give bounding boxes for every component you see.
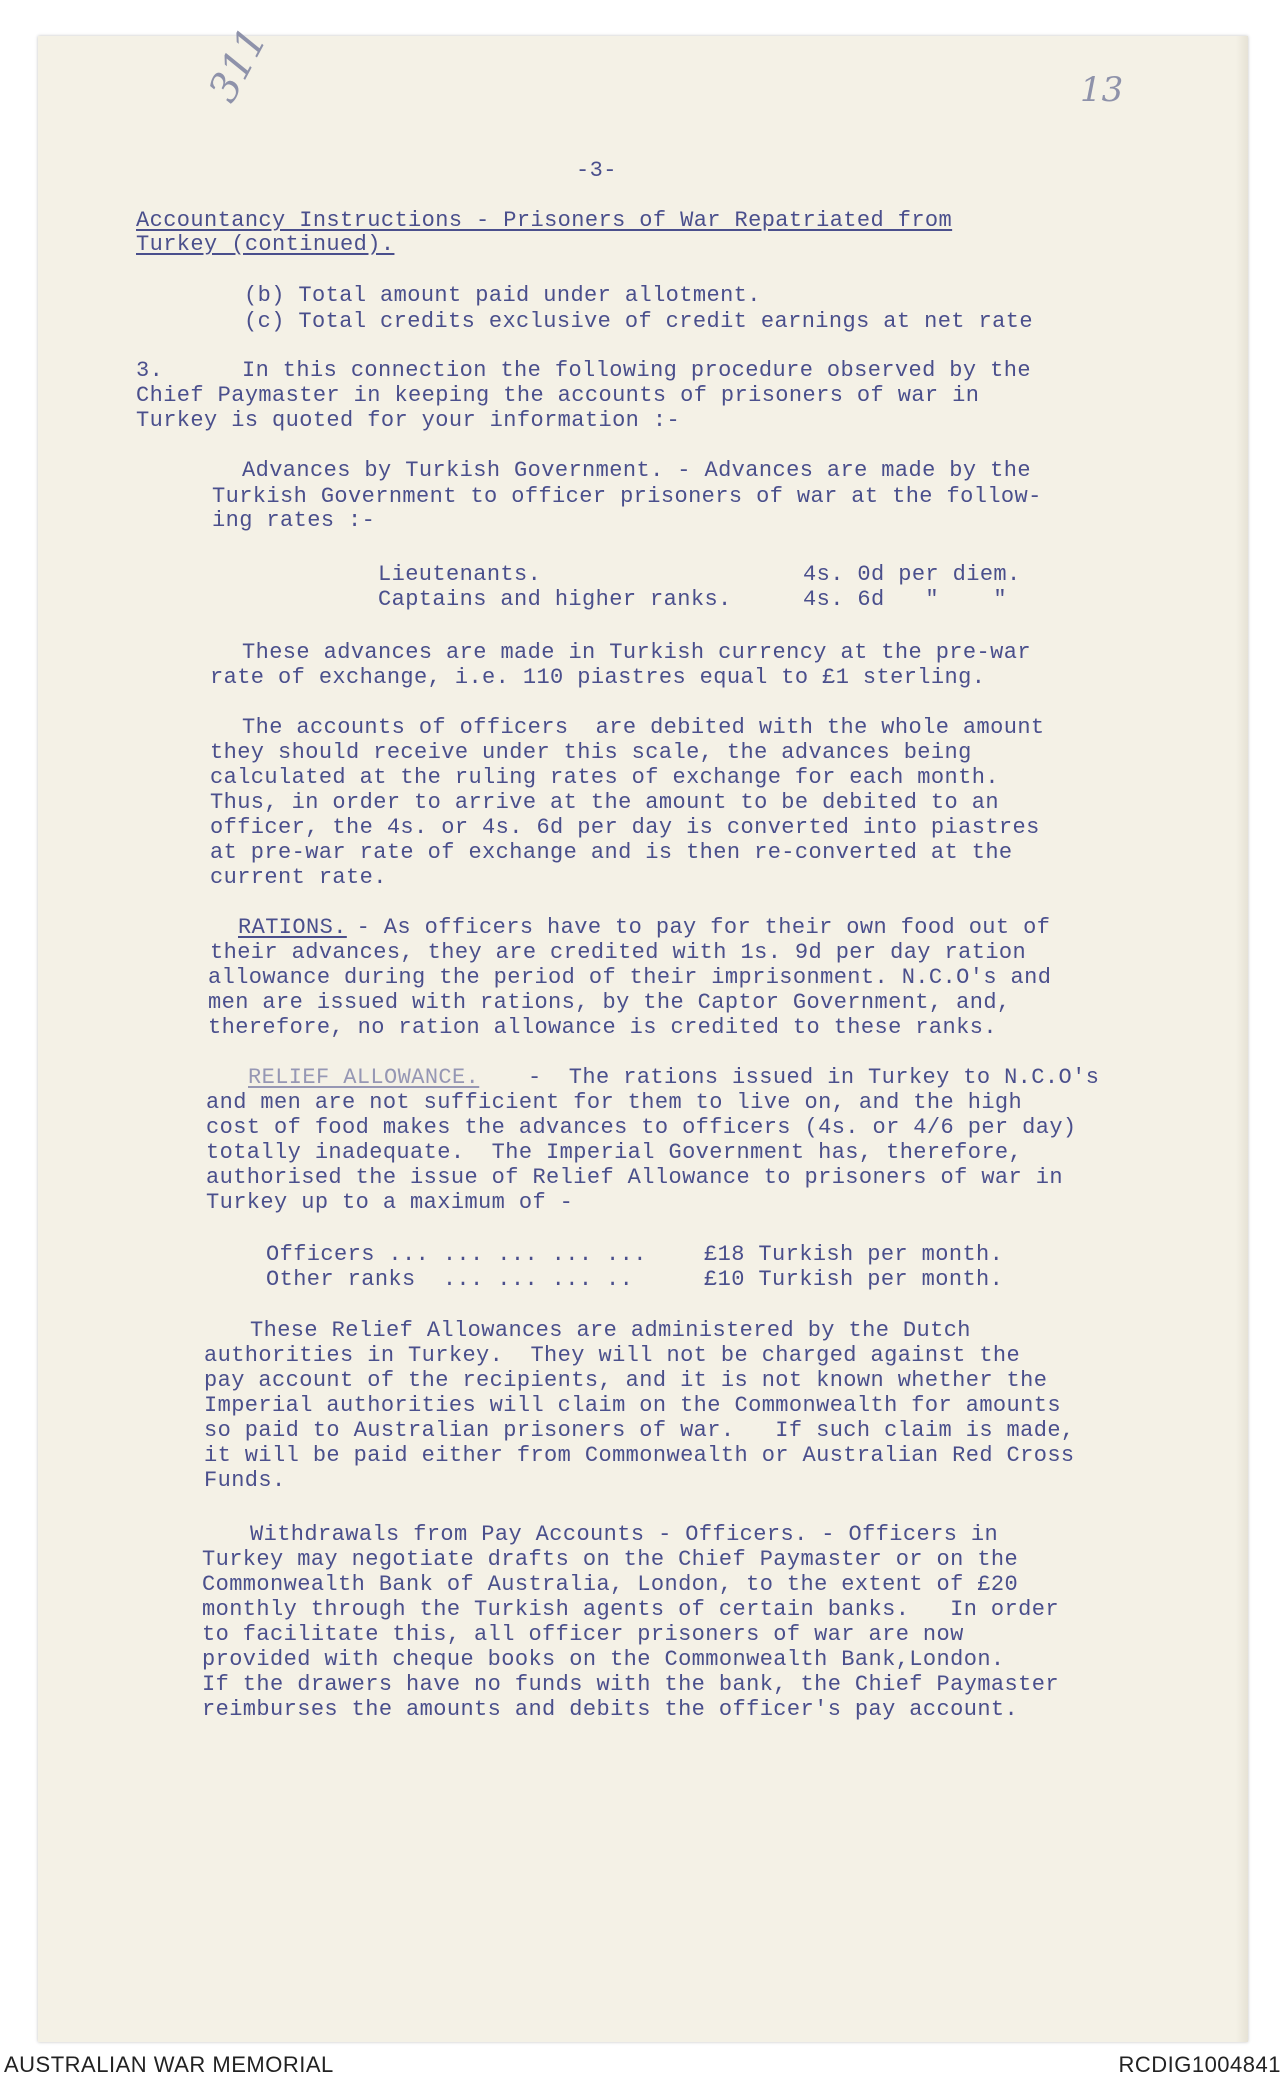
relief-rate-amount: £10 Turkish per month.	[704, 1267, 1004, 1292]
paragraph-line: totally inadequate. The Imperial Government has, therefore,	[206, 1140, 1023, 1165]
paragraph-number: 3.	[136, 358, 164, 383]
paragraph-line: rate of exchange, i.e. 110 piastres equal to £1 sterling.	[210, 665, 986, 690]
relief-rate-label: Officers ... ... ... ... ...	[266, 1242, 647, 1267]
page-number: -3-	[576, 158, 617, 183]
page-mark: 13	[1080, 70, 1124, 110]
paragraph-line: ing rates :-	[212, 508, 376, 533]
footer-source: AUSTRALIAN WAR MEMORIAL	[4, 2052, 334, 2077]
paragraph-line: authorised the issue of Relief Allowance to prisoners of war in	[206, 1165, 1063, 1190]
section-heading-rations: RATIONS.	[238, 915, 347, 940]
paragraph-line: authorities in Turkey. They will not be charged against the	[204, 1343, 1021, 1368]
paragraph-line: calculated at the ruling rates of exchange for each month.	[210, 765, 999, 790]
paragraph-line: Funds.	[204, 1468, 286, 1493]
paragraph-line: In this connection the following procedure observed by the	[242, 358, 1031, 383]
folio-number: 311	[200, 20, 277, 110]
paragraph-line: allowance during the period of their imprisonment. N.C.O's and	[208, 965, 1052, 990]
paragraph-line: Turkish Government to officer prisoners of war at the follow-	[212, 484, 1042, 509]
paragraph-line: These Relief Allowances are administered by the Dutch	[250, 1318, 971, 1343]
paragraph-line: These advances are made in Turkish currency at the pre-war	[242, 640, 1031, 665]
paragraph-line: cost of food makes the advances to officers (4s. or 4/6 per day)	[206, 1115, 1077, 1140]
relief-rate-amount: £18 Turkish per month.	[704, 1242, 1004, 1267]
paragraph-line: reimburses the amounts and debits the officer's pay account.	[202, 1697, 1019, 1722]
paragraph-line: Chief Paymaster in keeping the accounts of prisoners of war in	[136, 383, 980, 408]
paragraph-line: Commonwealth Bank of Australia, London, to the extent of £20	[202, 1572, 1019, 1597]
heading-line-1: Accountancy Instructions - Prisoners of War Repatriated from	[136, 208, 953, 233]
paragraph-line: officer, the 4s. or 4s. 6d per day is converted into piastres	[210, 815, 1040, 840]
paragraph-line: Thus, in order to arrive at the amount to be debited to an	[210, 790, 999, 815]
relief-rate-label: Other ranks ... ... ... ..	[266, 1267, 634, 1292]
rate-amount: 4s. 6d " "	[803, 587, 1008, 612]
rate-rank: Lieutenants.	[378, 562, 542, 587]
paragraph-line: Imperial authorities will claim on the Commonwealth for amounts	[204, 1393, 1061, 1418]
paragraph-line: - As officers have to pay for their own food out of	[343, 915, 1051, 940]
heading-line-2: Turkey (continued).	[136, 232, 395, 257]
paragraph-line: their advances, they are credited with 1s. 9d per day ration	[210, 940, 1027, 965]
paragraph-line: men are issued with rations, by the Captor Government, and,	[208, 990, 1011, 1015]
paragraph-line: pay account of the recipients, and it is not known whether the	[204, 1368, 1048, 1393]
paragraph-line: therefore, no ration allowance is credited to these ranks.	[208, 1015, 997, 1040]
rate-amount: 4s. 0d per diem.	[803, 562, 1021, 587]
paragraph-line: The accounts of officers are debited with the whole amount	[242, 715, 1045, 740]
paragraph-line: - The rations issued in Turkey to N.C.O's	[528, 1065, 1100, 1090]
paragraph-line: Withdrawals from Pay Accounts - Officers. - Officers in	[250, 1522, 999, 1547]
paragraph-line: Turkey is quoted for your information :-	[136, 408, 681, 433]
paragraph-line: Advances by Turkish Government. - Advances are made by the	[242, 458, 1031, 483]
paragraph-line: provided with cheque books on the Commonwealth Bank,London.	[202, 1647, 1005, 1672]
list-item: (b) Total amount paid under allotment.	[244, 283, 761, 308]
section-heading-relief: RELIEF ALLOWANCE.	[248, 1065, 480, 1090]
paragraph-line: at pre-war rate of exchange and is then re-converted at the	[210, 840, 1013, 865]
paragraph-line: current rate.	[210, 865, 387, 890]
paragraph-line: Turkey may negotiate drafts on the Chief Paymaster or on the	[202, 1547, 1019, 1572]
paragraph-line: to facilitate this, all officer prisoners of war are now	[202, 1622, 964, 1647]
paragraph-line: they should receive under this scale, the advances being	[210, 740, 972, 765]
rate-rank: Captains and higher ranks.	[378, 587, 732, 612]
paragraph-line: If the drawers have no funds with the bank, the Chief Paymaster	[202, 1672, 1059, 1697]
paragraph-line: monthly through the Turkish agents of certain banks. In order	[202, 1597, 1059, 1622]
list-item: (c) Total credits exclusive of credit earnings at net rate	[244, 309, 1033, 334]
paragraph-line: so paid to Australian prisoners of war. If such claim is made,	[204, 1418, 1075, 1443]
paragraph-line: it will be paid either from Commonwealth or Australian Red Cross	[204, 1443, 1075, 1468]
paragraph-line: Turkey up to a maximum of -	[206, 1190, 574, 1215]
footer-id: RCDIG1004841	[1118, 2052, 1281, 2077]
paragraph-line: and men are not sufficient for them to live on, and the high	[206, 1090, 1023, 1115]
